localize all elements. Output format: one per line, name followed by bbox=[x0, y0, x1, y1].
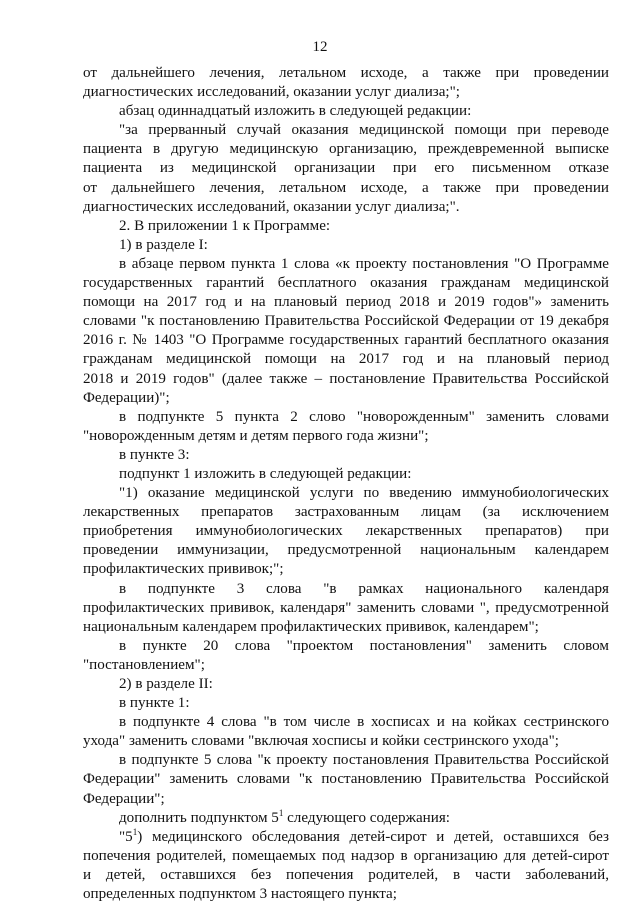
text-line: гражданам медицинской помощи на 2017 год и на плановый период bbox=[83, 351, 609, 368]
text-line: в пункте 1: bbox=[119, 695, 190, 712]
text-line: Федерации"; bbox=[83, 790, 165, 807]
text-line: от дальнейшего лечения, летальном исходе, а также при проведении bbox=[83, 65, 609, 81]
text-line: и детей, оставшихся без попечения родителей, в части заболеваний, bbox=[83, 866, 609, 883]
addendum-item-continuation bbox=[83, 847, 609, 904]
text-line: приобретения иммунобиологических лекарственных препаратов) при bbox=[83, 523, 609, 540]
text-line: абзац одиннадцатый изложить в следующей редакции: bbox=[119, 103, 472, 120]
text-line: диагностических исследований, оказании услуг диализа;"; bbox=[83, 84, 460, 101]
text-line: от дальнейшего лечения, летальном исходе, а также при проведении bbox=[83, 179, 609, 196]
text-line: попечения родителей, помещаемых под надзор в организацию для детей-сирот bbox=[83, 847, 609, 864]
paragraph-lines bbox=[83, 64, 609, 809]
text-line: государственных гарантий бесплатного оказания гражданам медицинской bbox=[83, 275, 609, 292]
addendum-item-text: ) медицинского обследования детей-сирот и детей, оставшихся без bbox=[137, 828, 609, 845]
text-line: пациента в другую медицинскую организацию, преждевременной выписке bbox=[83, 141, 609, 158]
text-line: проведении иммунизации, предусмотренной национальным календарем bbox=[83, 542, 609, 559]
text-line: "новорожденным детям и детям первого года жизни"; bbox=[83, 427, 429, 444]
text-line: в подпункте 3 слова "в рамках национального календаря bbox=[119, 580, 609, 597]
text-line: 1) в разделе I: bbox=[119, 236, 208, 253]
superscript: 1 bbox=[278, 807, 284, 818]
text-line: Федерации" заменить словами "к постановлению Правительства Российской bbox=[83, 771, 609, 788]
addendum-item-number: "5 bbox=[119, 828, 133, 845]
text-line: ухода" заменить словами "включая хосписы и койки сестринского ухода"; bbox=[83, 733, 559, 750]
addendum-item-first-line bbox=[83, 828, 609, 847]
superscript: 1 bbox=[132, 826, 138, 837]
text-line: профилактических прививок, календаря" заменить словами ", предусмотренной bbox=[83, 599, 609, 616]
text-line: 2018 и 2019 годов" (далее также – постановление Правительства Российской bbox=[83, 370, 609, 387]
addendum-intro-text: дополнить подпунктом 5 bbox=[119, 809, 279, 826]
text-line: 2) в разделе II: bbox=[119, 676, 213, 692]
text-line: "постановлением"; bbox=[83, 656, 205, 673]
text-line: в подпункте 5 пункта 2 слово "новорожденным" заменить словами bbox=[119, 408, 609, 425]
text-line: в абзаце первом пункта 1 слова «к проекту постановления "О Программе bbox=[119, 255, 609, 272]
text-line: словами "к постановлению Правительства Российской Федерации от 19 декабря bbox=[83, 313, 609, 330]
text-line: пациента из медицинской организации при его письменном отказе bbox=[83, 160, 609, 177]
addendum-intro-suffix: следующего содержания: bbox=[283, 809, 450, 826]
text-line: подпункт 1 изложить в следующей редакции: bbox=[119, 465, 412, 482]
text-line: помощи на 2017 год и на плановый период 2018 и 2019 годов"» заменить bbox=[83, 294, 609, 311]
addendum-intro-line bbox=[83, 809, 609, 828]
text-line: в подпункте 5 слова "к проекту постановления Правительства Российской bbox=[119, 752, 609, 769]
text-line: "за прерванный случай оказания медицинской помощи при переводе bbox=[119, 122, 609, 139]
text-line: в подпункте 4 слова "в том числе в хосписах и на койках сестринского bbox=[119, 714, 609, 731]
text-line: 2. В приложении 1 к Программе: bbox=[119, 217, 331, 234]
text-line: в пункте 3: bbox=[119, 446, 190, 463]
page-number: 12 bbox=[312, 39, 328, 55]
document-body bbox=[83, 64, 609, 904]
text-line: диагностических исследований, оказании услуг диализа;". bbox=[83, 198, 460, 215]
text-line: 2016 г. № 1403 "О Программе государственных гарантий бесплатного оказания bbox=[83, 332, 609, 349]
text-line: Федерации)"; bbox=[83, 389, 170, 406]
text-line: профилактических прививок;"; bbox=[83, 561, 284, 578]
text-line: национальным календарем профилактических прививок, календарем"; bbox=[83, 618, 539, 635]
text-line: лекарственных препаратов застрахованным лицам (за исключением bbox=[83, 504, 609, 521]
text-line: "1) оказание медицинской услуги по введению иммунобиологических bbox=[119, 485, 609, 502]
text-line: в пункте 20 слова "проектом постановления" заменить словом bbox=[119, 637, 609, 654]
text-line: определенных подпунктом 3 настоящего пункта; bbox=[83, 886, 397, 903]
